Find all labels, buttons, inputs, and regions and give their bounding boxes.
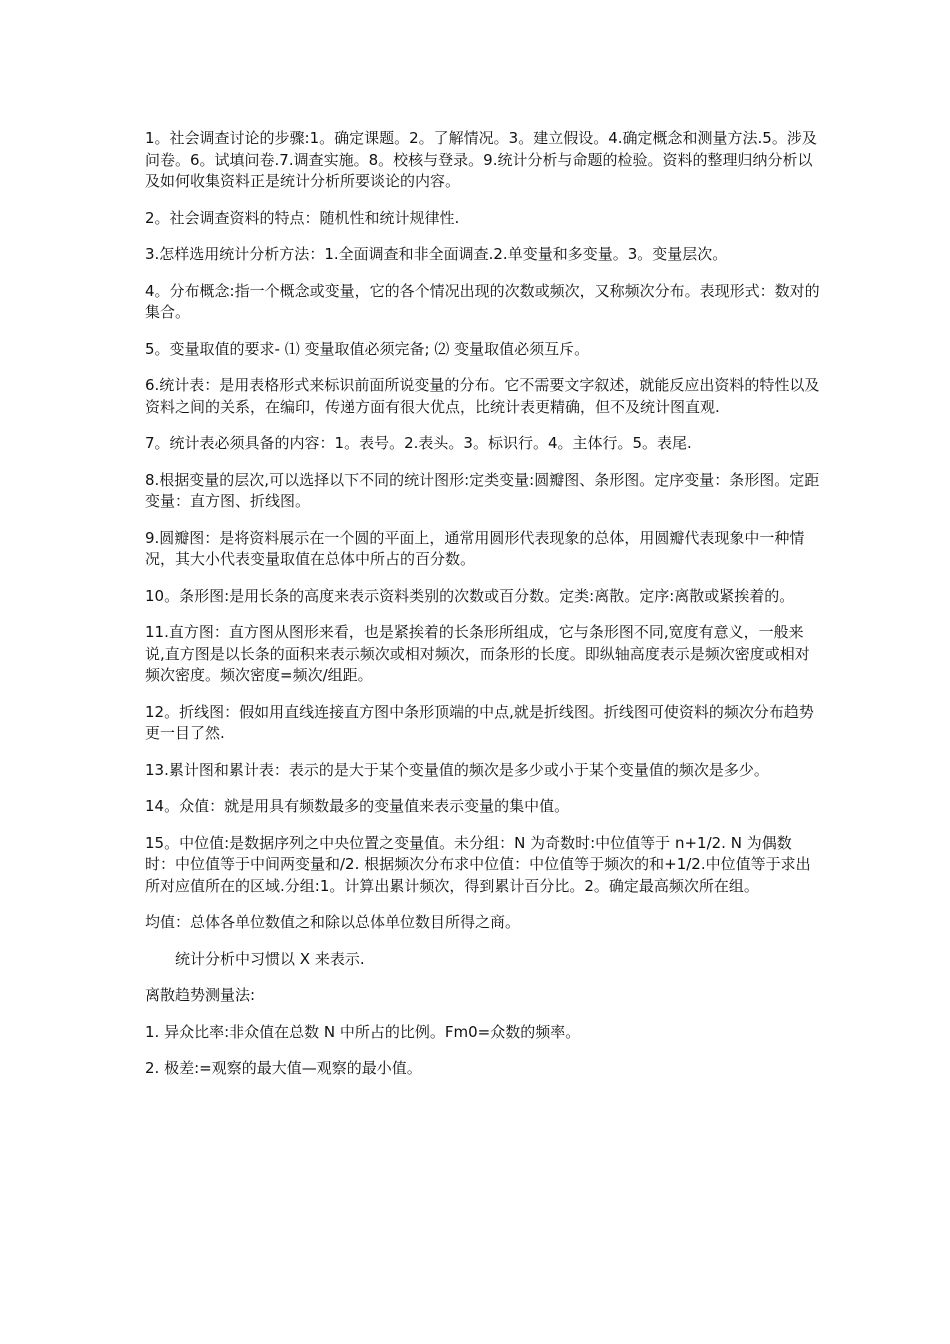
paragraph-1: 1。社会调查讨论的步骤:1。确定课题。2。了解情况。3。建立假设。4.确定概念和测量方法.5。涉及问卷。6。试填问卷.7.调查实施。8。校核与登录。9.统计分析与命题的检验。资料的整理归纳分析以及如何收集资料正是统计分析所要谈论的内容。 [145, 129, 817, 190]
document-body [145, 128, 820, 1095]
paragraph-mean-symbol: 统计分析中习惯以 X 来表示. [175, 949, 365, 968]
paragraph-7: 7。统计表必须具备的内容：1。表号。2.表头。3。标识行。4。主体行。5。表尾. [145, 434, 692, 452]
paragraph-9: 9.圆瓣图：是将资料展示在一个圆的平面上，通常用圆形代表现象的总体，用圆瓣代表现象中一种情况，其大小代表变量取值在总体中所占的百分数。 [145, 528, 805, 568]
paragraph-6: 6.统计表：是用表格形式来标识前面所说变量的分布。它不需要文字叙述，就能反应出资料的特性以及资料之间的关系，在编印，传递方面有很大优点，比统计表更精确，但不及统计图直观. [145, 376, 820, 416]
paragraph-8: 8.根据变量的层次,可以选择以下不同的统计图形:定类变量:圆瓣图、条形图。定序变量：条形图。定距变量：直方图、折线图。 [145, 470, 820, 510]
paragraph-dispersion-heading: 离散趋势测量法: [145, 986, 256, 1004]
paragraph-10: 10。条形图:是用长条的高度来表示资料类别的次数或百分数。定类:离散。定序:离散或紧挨着的。 [145, 586, 795, 605]
paragraph-dispersion-1: 1. 异众比率:非众值在总数 N 中所占的比例。Fm0=众数的频率。 [145, 1022, 581, 1041]
paragraph-11: 11.直方图：直方图从图形来看，也是紧挨着的长条形所组成，它与条形图不同,宽度有意义，一般来说,直方图是以长条的面积来表示频次或相对频次，而条形的长度。即纵轴高度表示是频次密度或相对频次密度。频次密度=频次/组距。 [145, 623, 810, 684]
paragraph-13: 13.累计图和累计表：表示的是大于某个变量值的频次是多少或小于某个变量值的频次是多少。 [145, 760, 769, 779]
paragraph-5: 5。变量取值的要求- ⑴ 变量取值必须完备; ⑵ 变量取值必须互斥。 [145, 339, 590, 358]
paragraph-4: 4。分布概念:指一个概念或变量，它的各个情况出现的次数或频次，又称频次分布。表现形式：数对的集合。 [145, 281, 820, 321]
paragraph-3: 3.怎样选用统计分析方法：1.全面调查和非全面调查.2.单变量和多变量。3。变量层次。 [145, 245, 728, 263]
paragraph-12: 12。折线图：假如用直线连接直方图中条形顶端的中点,就是折线图。折线图可使资料的频次分布趋势更一目了然. [145, 702, 814, 742]
paragraph-14: 14。众值：就是用具有频数最多的变量值来表示变量的集中值。 [145, 797, 570, 815]
paragraph-15: 15。中位值:是数据序列之中央位置之变量值。未分组：N 为奇数时:中位值等于 n+1/2. N 为偶数时：中位值等于中间两变量和/2. 根据频次分布求中位值：中位值等于频次的和+1/2.中位值等于求出所对应值所在的区域.分组:1。计算出累计频次，得到累计百分比。2。确定最高频次所在组。 [145, 833, 811, 895]
paragraph-2: 2。社会调查资料的特点：随机性和统计规律性. [145, 208, 460, 227]
paragraph-dispersion-2: 2. 极差:=观察的最大值—观察的最小值。 [145, 1059, 422, 1077]
paragraph-mean: 均值：总体各单位数值之和除以总体单位数目所得之商。 [145, 913, 521, 931]
